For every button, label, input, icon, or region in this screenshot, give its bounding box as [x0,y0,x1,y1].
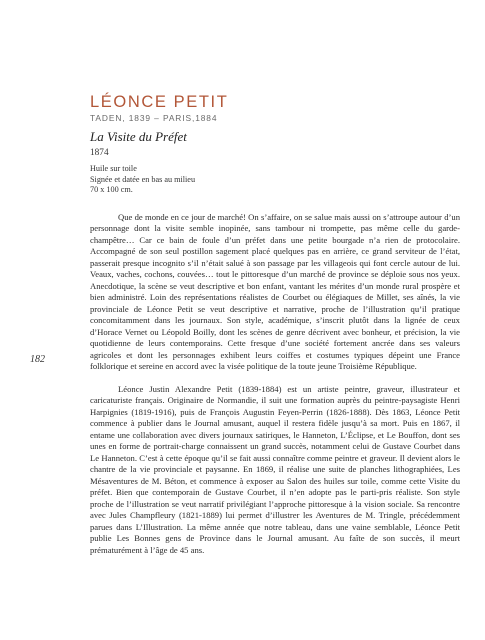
body-text [90,212,460,556]
artist-life-dates: TADEN, 1839 – PARIS,1884 [90,113,218,123]
artist-name: LÉONCE PETIT [90,93,229,111]
paragraph-painting-description: Que de monde en ce jour de marché! On s’affaire, on se salue mais aussi on s’attroupe autour d’un personnage dont la visite semble inopinée, sans tambour ni trompette, pas même celle du garde-champêtre… Car ce bain de foule d’un préfet dans une petite bourgade n’a rien de protocolaire. Accompagné de son seul postillon sagement placé quelques pas en arrière, ce grand serviteur de l’état, passerait presque incognito s’il n’était salué à son passage par les villageois qui font cercle autour de lui. Veaux, vaches, cochons, couvées… tout le pittoresque d’un marché de province se déploie sous nos yeux. Anecdotique, la scène se veut descriptive et bon enfant, vantant les mérites d’un monde rural prospère et bien administré. Loin des représentations réalistes de Courbet ou élégiaques de Millet, ses aînés, la vie provinciale de Léonce Petit se veut descriptive et narrative, proche de l’illustration qu’il pratique concomitamment dans les journaux. Son style, académique, s’inscrit plutôt dans la lignée de ceux d’Horace Vernet ou Léopold Boilly, dont les scènes de genre décrivent avec bonheur, et précision, la vie quotidienne de leurs contemporains. Cette fresque d’une société fortement ancrée dans ses valeurs agricoles et dont les personnages exhibent leurs coiffes et costumes typiques dépeint une France folklorique et sereine en accord avec la visée politique de la toute jeune Troisième République. [90,212,460,372]
work-signature: Signée et datée en bas au milieu [90,174,196,184]
work-details [90,164,195,196]
work-dimensions: 70 x 100 cm. [90,185,133,195]
work-year: 1874 [90,148,109,158]
work-medium: Huile sur toile [90,164,137,173]
page-number: 182 [30,354,45,365]
paragraph-artist-biography: Léonce Justin Alexandre Petit (1839-1884) est un artiste peintre, graveur, illustrateur et caricaturiste français. Originaire de Normandie, il suit une formation auprès du peintre-paysagiste Henri Harpignies (1819-1916), puis de François Augustin Feyen-Perrin (1826-1888). Dès 1863, Léonce Petit commence à publier dans le Journal amusant, auquel il restera fidèle jusqu’à sa mort. Puis en 1867, il entame une collaboration avec divers journaux satiriques, le Hanneton, L’Éclipse, et Le Bouffon, dont ses unes en forme de portrait-charge connaissent un grand succès, notamment celui de Gustave Courbet dans Le Hanneton. C’est à cette époque qu’il se fait aussi connaître comme peintre et graveur. Il devient alors le chantre de la vie provinciale et paysanne. En 1869, il réalise une suite de planches lithographiées, Les Mésaventures de M. Béton, et commence à exposer au Salon des huiles sur toile, comme cette Visite du préfet. Bien que contemporain de Gustave Courbet, il n’en adopte pas le parti-pris réaliste. Son style proche de l’illustration se veut narratif privilégiant l’approche pittoresque à la vision sociale. Sa rencontre avec Jules Champfleury (1821-1889) lui permet d’illustrer les Aventures de M. Tringle, précédemment parues dans L’Illustration. La même année que notre tableau, dans une vaine semblable, Léonce Petit publie Les Bonnes gens de Province dans le Journal amusant. Au faîte de son succès, il meurt prématurément à l’âge de 45 ans. [90,383,460,555]
work-title: La Visite du Préfet [90,129,187,144]
